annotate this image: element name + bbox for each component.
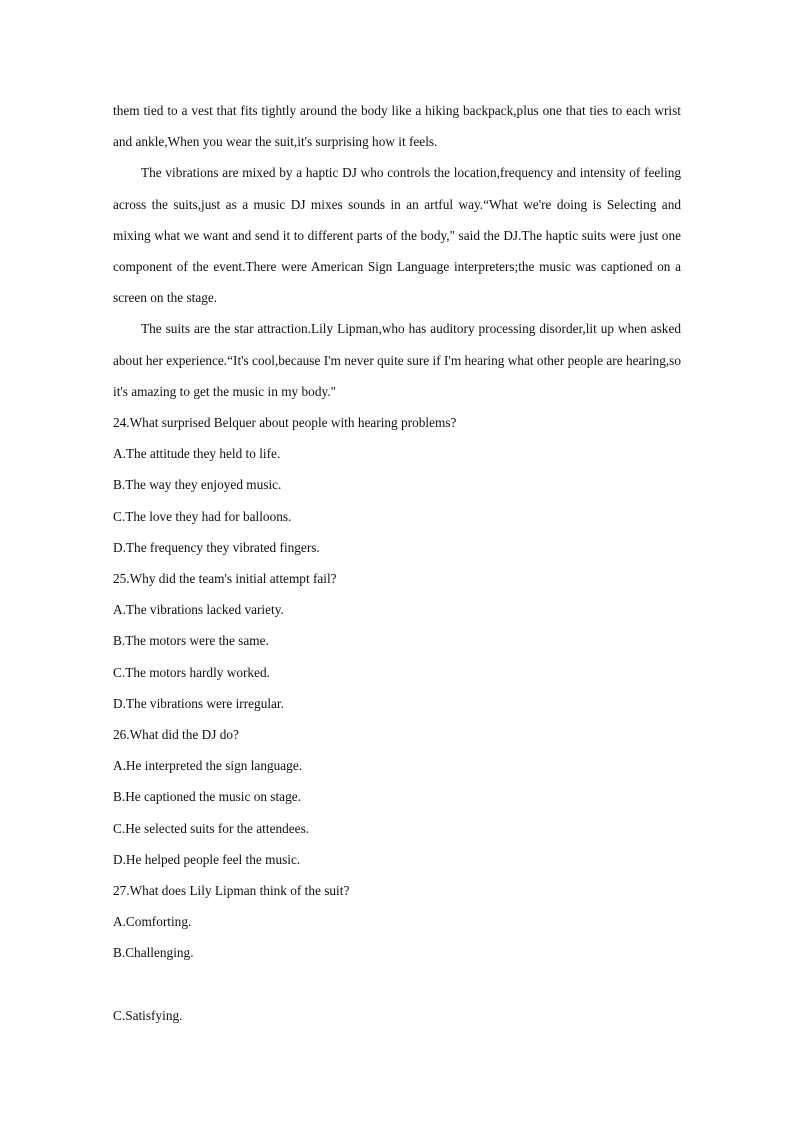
passage-paragraph-2: The vibrations are mixed by a haptic DJ who controls the location,frequency and intensity of feeling across the suits,just as a music DJ mixes sounds in an artful way.“What we're doing is Selecting and mixing what we want and send it to different parts of the body," said the DJ.The haptic suits were just one component of the event.There were American Sign Language interpreters;the music was captioned on a screen on the stage.	[113, 165, 681, 306]
question-26	[113, 719, 681, 875]
question-stem: 26.What did the DJ do?	[113, 727, 239, 743]
option-a: A.The attitude they held to life.	[113, 446, 281, 462]
question-stem: 25.Why did the team's initial attempt fail?	[113, 571, 337, 587]
question-25	[113, 563, 681, 719]
passage-paragraph-3: The suits are the star attraction.Lily Lipman,who has auditory processing disorder,lit up when asked about her experience.“It's cool,because I'm never quite sure if I'm hearing what other people are hearing,so it's amazing to get the music in my body."	[113, 321, 681, 399]
option-b: B.Challenging.	[113, 945, 194, 961]
page-gap	[113, 969, 681, 1000]
question-27	[113, 875, 681, 1031]
option-b: B.The motors were the same.	[113, 633, 269, 649]
option-c: C.The motors hardly worked.	[113, 664, 270, 680]
option-b: B.The way they enjoyed music.	[113, 477, 282, 493]
option-c: C.Satisfying.	[113, 1007, 183, 1023]
question-24	[113, 407, 681, 563]
option-c: C.The love they had for balloons.	[113, 508, 292, 524]
option-d: D.The vibrations were irregular.	[113, 695, 284, 711]
option-c: C.He selected suits for the attendees.	[113, 820, 310, 836]
document-page	[113, 95, 681, 1031]
question-stem: 24.What surprised Belquer about people with hearing problems?	[113, 415, 457, 431]
option-a: A.He interpreted the sign language.	[113, 758, 303, 774]
option-a: A.Comforting.	[113, 914, 192, 930]
option-d: D.He helped people feel the music.	[113, 851, 301, 867]
option-d: D.The frequency they vibrated fingers.	[113, 539, 320, 555]
option-a: A.The vibrations lacked variety.	[113, 602, 284, 618]
passage-paragraph-1: them tied to a vest that fits tightly around the body like a hiking backpack,plus one that ties to each wrist and ankle,When you wear the suit,it's surprising how it feels.	[113, 103, 681, 150]
option-b: B.He captioned the music on stage.	[113, 789, 301, 805]
question-stem: 27.What does Lily Lipman think of the suit?	[113, 883, 350, 899]
